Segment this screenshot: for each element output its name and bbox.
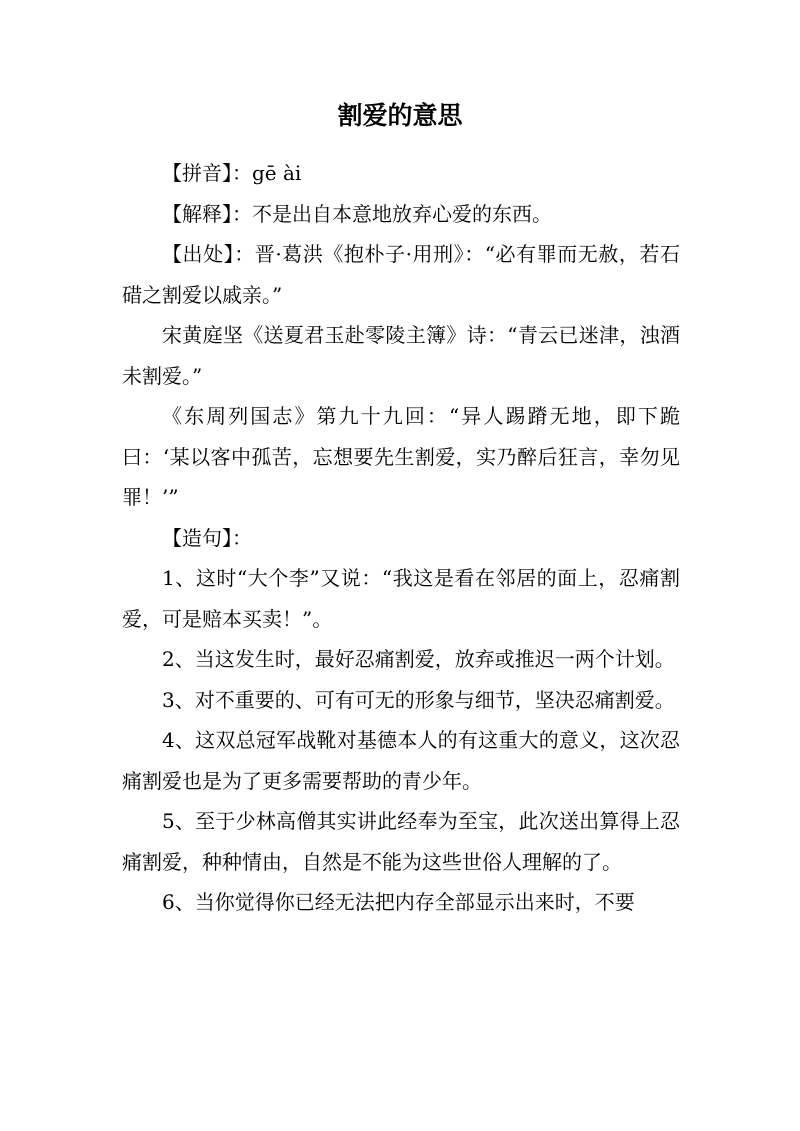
paragraph-example-3: 3、对不重要的、可有可无的形象与细节，坚决忍痛割爱。 [162, 687, 675, 712]
paragraph-example-6: 6、当你觉得你已经无法把内存全部显示出来时，不要 [162, 890, 635, 914]
paragraph-source: 【出处】：晋·葛洪《抱朴子·用刑》：“必有罪而无赦，若石碏之割爱以戚亲。” [122, 242, 680, 307]
page-title: 割爱的意思 [337, 101, 463, 130]
paragraph-source-dongzhou: 《东周列国志》第九十九回：“异人踢蹐无地，即下跪曰：‘某以客中孤苦，忘想要先生割爱，实乃醉后狂言，幸勿见罪！’” [122, 404, 680, 509]
paragraph-examples-heading: 【造句】： [162, 525, 252, 550]
paragraph-example-1: 1、这时“大个李”又说：“我这是看在邻居的面上，忍痛割爱，可是赔本买卖！”。 [122, 566, 680, 631]
paragraph-pinyin: 【拼音】：gē ài [162, 161, 302, 185]
document-body [122, 153, 680, 923]
paragraph-example-5: 5、至于少林高僧其实讲此经奉为至宝，此次送出算得上忍痛割爱，种种情由，自然是不能为这些世俗人理解的了。 [122, 809, 680, 874]
paragraph-definition: 【解释】：不是出自本意地放弃心爱的东西。 [162, 201, 552, 226]
paragraph-example-4: 4、这双总冠军战靴对基德本人的有这重大的意义，这次忍痛割爱也是为了更多需要帮助的青少年。 [122, 728, 680, 793]
paragraph-example-2: 2、当这发生时，最好忍痛割爱，放弃或推迟一两个计划。 [162, 647, 675, 671]
paragraph-source-huang: 宋黄庭坚《送夏君玉赴零陵主簿》诗：“青云已迷津，浊酒未割爱。” [122, 323, 680, 388]
